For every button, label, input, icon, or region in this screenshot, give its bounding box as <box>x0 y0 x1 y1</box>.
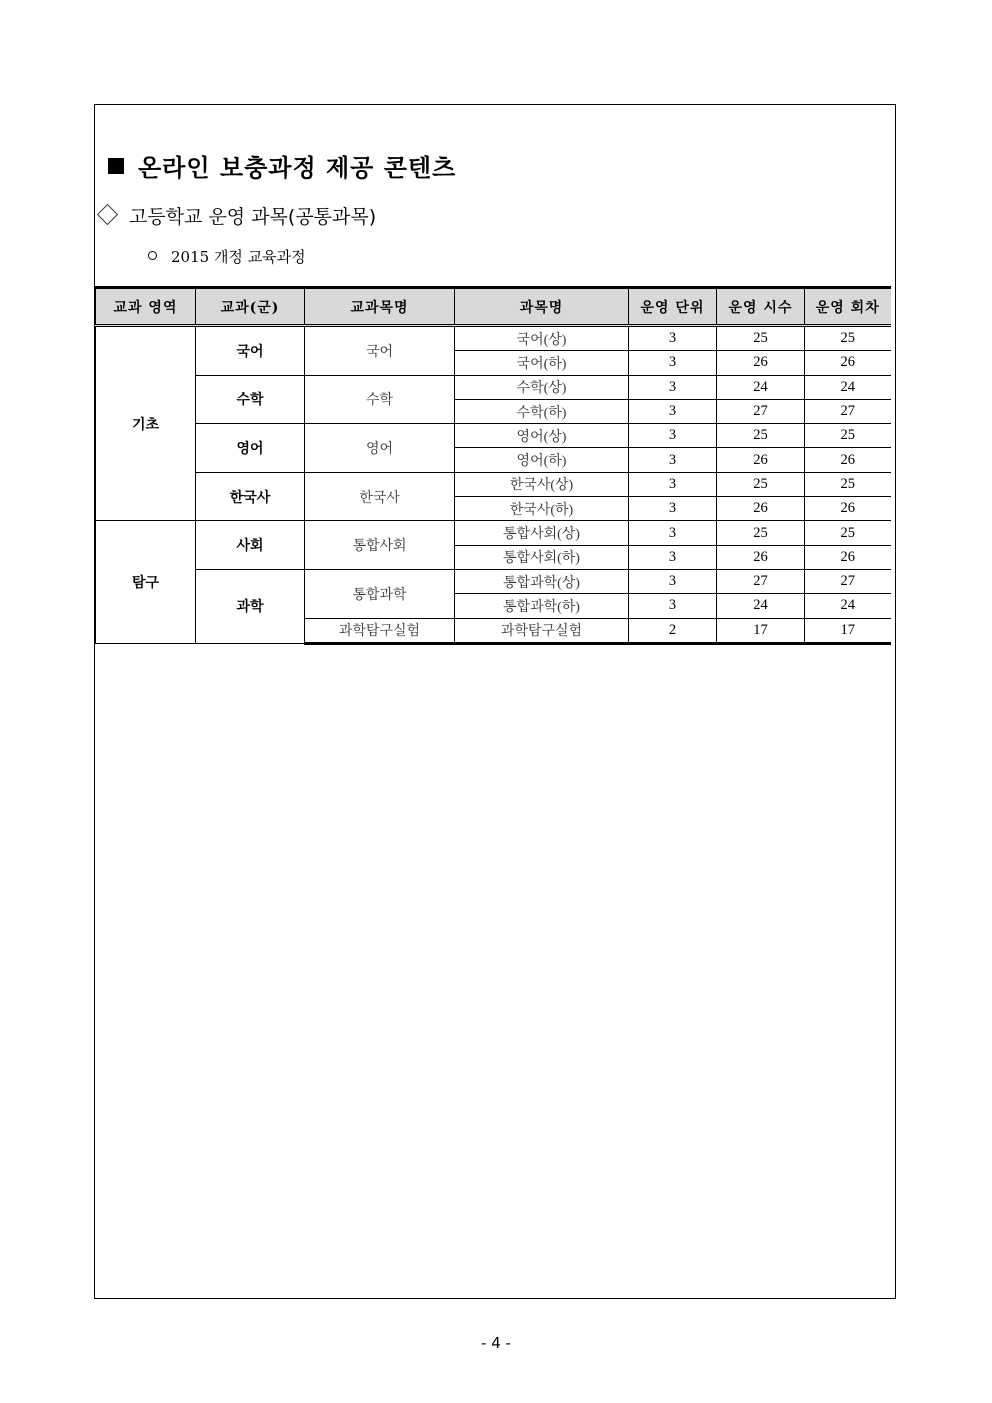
sessions-cell: 24 <box>805 375 891 399</box>
table-header-row <box>96 288 891 326</box>
course-cell: 수학 <box>305 375 455 424</box>
course-cell: 통합과학 <box>305 569 455 618</box>
courses-table <box>95 286 891 645</box>
group-cell: 사회 <box>196 521 305 570</box>
subject-cell: 수학(하) <box>455 399 629 423</box>
sessions-cell: 27 <box>805 569 891 593</box>
units-cell: 3 <box>629 424 717 448</box>
sessions-cell: 25 <box>805 424 891 448</box>
units-cell: 3 <box>629 375 717 399</box>
sessions-cell: 17 <box>805 618 891 643</box>
subject-cell: 통합과학(하) <box>455 594 629 618</box>
curriculum-label-text: 2015 개정 교육과정 <box>171 248 306 266</box>
sessions-cell: 26 <box>805 497 891 521</box>
units-cell: 3 <box>629 448 717 472</box>
course-cell: 국어 <box>305 326 455 376</box>
course-cell: 한국사 <box>305 472 455 521</box>
units-cell: 3 <box>629 497 717 521</box>
course-cell: 과학탐구실험 <box>305 618 455 643</box>
area-cell: 기초 <box>96 326 196 521</box>
sessions-cell: 26 <box>805 351 891 375</box>
black-square-icon <box>108 158 124 174</box>
table-row <box>96 521 891 545</box>
area-cell: 탐구 <box>96 521 196 643</box>
hours-cell: 25 <box>717 424 805 448</box>
table-row <box>96 424 891 448</box>
subject-cell: 한국사(상) <box>455 472 629 496</box>
group-cell: 한국사 <box>196 472 305 521</box>
hours-cell: 27 <box>717 399 805 423</box>
diamond-bullet-icon <box>97 204 118 225</box>
subject-cell: 통합과학(상) <box>455 569 629 593</box>
table-row <box>96 326 891 351</box>
subject-cell: 한국사(하) <box>455 497 629 521</box>
sessions-cell: 25 <box>805 472 891 496</box>
group-cell: 국어 <box>196 326 305 376</box>
hours-cell: 17 <box>717 618 805 643</box>
content-frame <box>94 104 896 1299</box>
hours-cell: 25 <box>717 326 805 351</box>
hours-cell: 26 <box>717 497 805 521</box>
units-cell: 3 <box>629 545 717 569</box>
section-title <box>108 148 456 183</box>
subject-cell: 국어(하) <box>455 351 629 375</box>
sessions-cell: 27 <box>805 399 891 423</box>
hours-cell: 25 <box>717 472 805 496</box>
header-course: 교과목명 <box>305 288 455 326</box>
sessions-cell: 25 <box>805 326 891 351</box>
subject-cell: 영어(상) <box>455 424 629 448</box>
header-area: 교과 영역 <box>96 288 196 326</box>
header-sessions: 운영 회차 <box>805 288 891 326</box>
subsection-title-text: 고등학교 운영 과목(공통과목) <box>129 206 377 228</box>
sessions-cell: 26 <box>805 448 891 472</box>
units-cell: 3 <box>629 594 717 618</box>
page-number: - 4 - <box>481 1334 511 1352</box>
group-cell: 수학 <box>196 375 305 424</box>
sessions-cell: 25 <box>805 521 891 545</box>
hours-cell: 26 <box>717 448 805 472</box>
hours-cell: 24 <box>717 375 805 399</box>
group-cell: 과학 <box>196 569 305 643</box>
curriculum-label <box>148 246 306 267</box>
circle-bullet-icon <box>148 251 157 260</box>
sessions-cell: 24 <box>805 594 891 618</box>
table-row <box>96 375 891 399</box>
hours-cell: 25 <box>717 521 805 545</box>
course-cell: 통합사회 <box>305 521 455 570</box>
hours-cell: 27 <box>717 569 805 593</box>
units-cell: 3 <box>629 569 717 593</box>
hours-cell: 24 <box>717 594 805 618</box>
header-hours: 운영 시수 <box>717 288 805 326</box>
section-title-text: 온라인 보충과정 제공 콘텐츠 <box>138 154 457 182</box>
group-cell: 영어 <box>196 424 305 473</box>
subject-cell: 통합사회(하) <box>455 545 629 569</box>
table-row <box>96 472 891 496</box>
units-cell: 3 <box>629 351 717 375</box>
subject-cell: 국어(상) <box>455 326 629 351</box>
hours-cell: 26 <box>717 351 805 375</box>
subject-cell: 통합사회(상) <box>455 521 629 545</box>
units-cell: 3 <box>629 521 717 545</box>
units-cell: 3 <box>629 472 717 496</box>
header-group: 교과(군) <box>196 288 305 326</box>
subsection-title <box>96 202 376 229</box>
course-cell: 영어 <box>305 424 455 473</box>
header-units: 운영 단위 <box>629 288 717 326</box>
subject-cell: 과학탐구실험 <box>455 618 629 643</box>
units-cell: 3 <box>629 399 717 423</box>
units-cell: 2 <box>629 618 717 643</box>
table-row <box>96 569 891 593</box>
units-cell: 3 <box>629 326 717 351</box>
header-subject: 과목명 <box>455 288 629 326</box>
sessions-cell: 26 <box>805 545 891 569</box>
hours-cell: 26 <box>717 545 805 569</box>
subject-cell: 영어(하) <box>455 448 629 472</box>
subject-cell: 수학(상) <box>455 375 629 399</box>
